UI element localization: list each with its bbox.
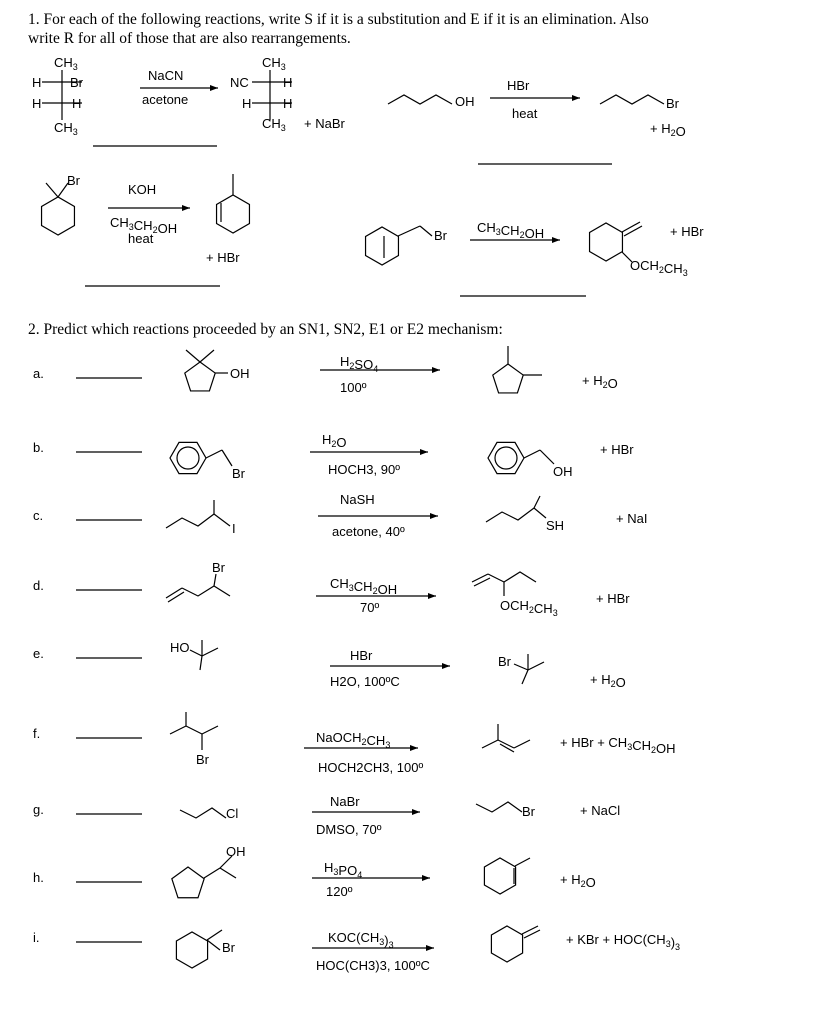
reagent-top: KOH: [128, 182, 157, 197]
byproducts: + KBr + $HOC(CH_3)_3$: [566, 932, 681, 952]
row-letter: e.: [33, 646, 44, 661]
carbon-bond: [202, 648, 218, 656]
reagent-top: NaSH: [340, 492, 375, 507]
alkyl-chain: [166, 514, 214, 528]
reagent-bottom: acetone, 40º: [332, 524, 405, 539]
fischer-right-1: H: [283, 75, 293, 90]
byproducts: + HBr: [670, 224, 704, 239]
methyl-bond: [515, 858, 530, 866]
bromo-bond: [420, 226, 432, 236]
benzyl-bond: [206, 450, 222, 458]
reagent-bottom: 120º: [326, 884, 353, 899]
reagent-top: $KOC(CH_3)_3$: [328, 930, 394, 950]
cyclopentane-ring: [172, 867, 204, 898]
row-letter: b.: [33, 440, 44, 455]
hydroxyl-label: OH: [455, 94, 475, 109]
aromatic-circle: [495, 447, 517, 469]
reagent-bottom: DMSO, 70º: [316, 822, 382, 837]
fischer-bottom-label: $CH_3$: [262, 116, 286, 133]
bromo-label: Br: [67, 173, 80, 188]
reagent-bottom-2: heat: [128, 231, 154, 246]
cyclohexane-ring: [176, 932, 207, 968]
reagent-top: $H_2O$: [322, 432, 347, 450]
reagent-bottom: heat: [512, 106, 538, 121]
byproducts: + $H_2O$: [582, 373, 618, 391]
fischer-left-1: H: [32, 75, 42, 90]
thiol-bond: [534, 508, 546, 518]
row-letter: d.: [33, 578, 44, 593]
reaction-arrow-head: [412, 809, 420, 815]
byproducts: + HBr + $CH_3CH_2OH$: [560, 735, 676, 756]
reagent-bottom: $CH_3CH_2OH$: [110, 215, 178, 236]
methyl-bond: [522, 670, 528, 684]
hydroxyl-bond: [540, 450, 554, 464]
reaction-arrow-head: [420, 449, 428, 455]
alkene-double-2: [500, 744, 514, 752]
reaction-arrow-head: [442, 663, 450, 669]
hydroxyl-label: OH: [553, 464, 573, 479]
pentyl-chain: [388, 95, 452, 104]
reaction-arrow-head: [410, 745, 418, 751]
alkyl-chain: [488, 572, 536, 582]
iodo-bond: [214, 514, 230, 526]
reaction-arrow-head: [572, 95, 580, 101]
methyl-bond: [200, 656, 202, 670]
ethoxy-label: $OCH_2CH_3$: [630, 258, 688, 278]
reaction-arrow-head: [430, 513, 438, 519]
fischer-bottom-label: $CH_3$: [54, 120, 78, 137]
reagent-top: $NaOCH_2CH_3$: [316, 730, 391, 750]
question-1-line-2: write R for all of those that are also rearrangements.: [28, 30, 351, 47]
byproducts: + $H_2O$: [650, 121, 686, 139]
reagent-bottom: acetone: [142, 92, 189, 107]
carbon-bond: [482, 740, 498, 748]
bromo-label: Br: [196, 752, 209, 767]
reagent-top: $H_2SO_4$: [340, 354, 379, 374]
cyclohexane-ring: [590, 223, 623, 261]
hydroxyl-label: OH: [230, 366, 250, 381]
reaction-arrow-head: [426, 945, 434, 951]
hydroxyl-label: HO: [170, 640, 190, 655]
propyl-chain: [476, 802, 522, 812]
ethoxy-label: $OCH_2CH_3$: [500, 598, 558, 618]
reagent-bottom: HOCH3, 90º: [328, 462, 400, 477]
reagent-top: HBr: [350, 648, 373, 663]
reaction-arrow-head: [428, 593, 436, 599]
allyl-bond: [398, 226, 420, 236]
cyclohexane-ring: [491, 926, 522, 962]
bromo-label: Br: [498, 654, 511, 669]
bromo-bond: [207, 940, 220, 950]
methyl-bond: [534, 496, 540, 508]
benzyl-bond: [524, 450, 540, 458]
alkyl-chain: [170, 726, 218, 734]
reagent-bottom: HOCH2CH3, 100º: [318, 760, 424, 775]
exocyclic-double-1: [622, 222, 640, 232]
reaction-arrow-head: [210, 85, 218, 91]
fischer-left-2: H: [242, 96, 252, 111]
fischer-top-label: $CH_3$: [262, 55, 286, 72]
byproducts: + $H_2O$: [560, 872, 596, 890]
reagent-bottom: HOC(CH3)3, 100ºC: [316, 958, 430, 973]
cyclopentane-ring: [185, 362, 215, 391]
question-2-title: 2. Predict which reactions proceeded by an SN1, SN2, E1 or E2 mechanism:: [28, 321, 503, 338]
aromatic-circle: [177, 447, 199, 469]
methyl-bond: [200, 350, 214, 362]
byproducts: + HBr: [600, 442, 634, 457]
fischer-left-2: H: [32, 96, 42, 111]
row-letter: g.: [33, 802, 44, 817]
reagent-top: NaBr: [330, 794, 360, 809]
carbon-bond: [528, 662, 544, 670]
cyclopentene-ring: [493, 364, 523, 393]
exocyclic-double-2: [624, 226, 642, 236]
byproducts: + $H_2O$: [590, 672, 626, 690]
reagent-top: $CH_3CH_2OH$: [477, 220, 545, 241]
alkene-double-2: [168, 592, 184, 602]
question-1-line-1: 1. For each of the following reactions, write S if it is a substitution and E if it is an elimination. Also: [28, 11, 649, 28]
fischer-left-1: NC: [230, 75, 249, 90]
methyl-bond: [220, 868, 236, 878]
bromo-label: Br: [232, 466, 245, 481]
bromo-label: Br: [522, 804, 535, 819]
row-letter: i.: [33, 930, 40, 945]
chloro-label: Cl: [226, 806, 239, 821]
bromo-label: Br: [222, 940, 235, 955]
fischer-top-label: $CH_3$: [54, 55, 78, 72]
bromo-bond: [214, 574, 216, 586]
byproducts: + HBr: [596, 591, 630, 606]
cyclohexane-ring: [42, 197, 75, 235]
reagent-bottom: H2O, 100ºC: [330, 674, 400, 689]
bromo-label: Br: [212, 560, 225, 575]
methyl-bond: [46, 183, 58, 197]
row-letter: a.: [33, 366, 44, 381]
reaction-arrow-head: [182, 205, 190, 211]
reaction-arrow-head: [432, 367, 440, 373]
reagent-bottom: 70º: [360, 600, 380, 615]
reagent-top: NaCN: [148, 68, 184, 83]
byproducts: + HBr: [206, 250, 240, 265]
bromo-bond: [514, 664, 528, 670]
pentyl-chain: [600, 95, 664, 104]
reagent-top: $CH_3CH_2OH$: [330, 576, 398, 597]
fischer-right-2: H: [72, 96, 82, 111]
byproducts: + NaI: [616, 511, 648, 526]
reagent-top: $H_3PO_4$: [324, 860, 363, 880]
byproducts: + NaCl: [580, 803, 621, 818]
reaction-arrow-head: [552, 237, 560, 243]
reaction-arrow-head: [422, 875, 430, 881]
alkyl-chain: [486, 508, 534, 522]
reagent-top: HBr: [507, 78, 530, 93]
fischer-right-1: Br: [70, 75, 83, 90]
byproducts: + NaBr: [304, 116, 345, 131]
carbon-bond: [514, 740, 530, 748]
methyl-bond: [207, 930, 222, 940]
bromo-label: Br: [666, 96, 679, 111]
cyclohexene-ring: [484, 858, 515, 894]
alkyl-chain: [182, 586, 230, 596]
alkene-double-1: [166, 588, 182, 598]
row-letter: h.: [33, 870, 44, 885]
row-letter: c.: [33, 508, 44, 523]
reagent-bottom: 100º: [340, 380, 367, 395]
row-letter: f.: [33, 726, 41, 741]
propyl-chain: [180, 808, 226, 818]
carbon-bond: [204, 868, 220, 878]
cyclohexene-ring: [366, 227, 399, 265]
thiol-label: SH: [546, 518, 565, 533]
bromo-label: Br: [434, 228, 447, 243]
hydroxyl-label: OH: [226, 844, 246, 859]
iodo-label: I: [232, 521, 236, 536]
fischer-right-2: H: [283, 96, 293, 111]
bromo-bond: [222, 450, 232, 466]
methyl-bond: [186, 350, 200, 362]
hydroxyl-bond: [190, 650, 202, 656]
